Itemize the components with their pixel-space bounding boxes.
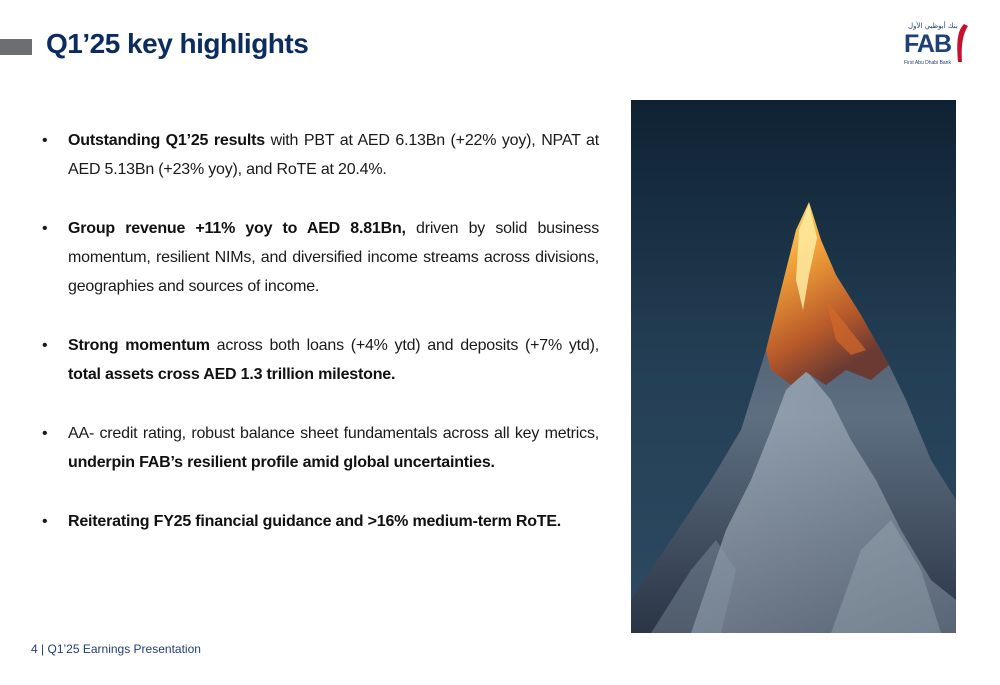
fab-logo	[902, 22, 972, 70]
highlight-item	[42, 507, 599, 536]
highlight-bold-text: Strong momentum	[68, 337, 210, 354]
highlight-item	[42, 214, 599, 301]
footer-separator: |	[41, 642, 45, 656]
footer	[31, 642, 201, 656]
bullet-icon: •	[42, 132, 48, 149]
footer-page-number: 4	[31, 642, 38, 656]
highlight-bold-text: underpin FAB’s resilient profile amid global uncertainties.	[68, 454, 495, 471]
logo-arabic-text: بنك أبوظبي الأول	[908, 22, 958, 30]
highlight-text: with PBT at AED 6.13Bn (+22% yoy), NPAT at AED 5.13Bn (+23% yoy), and RoTE at 20.4%.	[68, 132, 599, 178]
footer-presentation-name: Q1’25 Earnings Presentation	[47, 642, 201, 656]
highlight-bold-text: Reiterating FY25 financial guidance and >16% medium-term RoTE.	[68, 513, 562, 530]
highlight-bold-text: total assets cross AED 1.3 trillion milestone.	[68, 366, 396, 383]
highlight-bold-text: Outstanding Q1’25 results	[68, 132, 265, 149]
logo-subtitle: First Abu Dhabi Bank	[904, 60, 951, 66]
highlight-item	[42, 419, 599, 477]
highlight-bold-text: Group revenue +11% yoy to AED 8.81Bn,	[68, 220, 406, 237]
highlight-text: driven by solid business momentum, resilient NIMs, and diversified income streams across divisions, geographies and sources of income.	[68, 220, 599, 295]
mountain-photo	[631, 100, 956, 633]
page-title: Q1’25 key highlights	[46, 28, 309, 59]
bullet-icon: •	[42, 220, 48, 237]
highlight-item	[42, 331, 599, 389]
highlight-text: across both loans (+4% ytd) and deposits (+7% ytd),	[209, 337, 599, 354]
bullet-icon: •	[42, 513, 48, 530]
bullet-icon: •	[42, 337, 48, 354]
bullet-icon: •	[42, 425, 48, 442]
highlight-text: AA- credit rating, robust balance sheet fundamentals across all key metrics,	[68, 425, 599, 442]
title-accent-bar	[0, 39, 32, 55]
logo-brand-text: FAB	[904, 30, 951, 58]
highlights-list	[42, 126, 599, 566]
highlight-item	[42, 126, 599, 184]
logo-swoosh-icon	[952, 24, 970, 64]
